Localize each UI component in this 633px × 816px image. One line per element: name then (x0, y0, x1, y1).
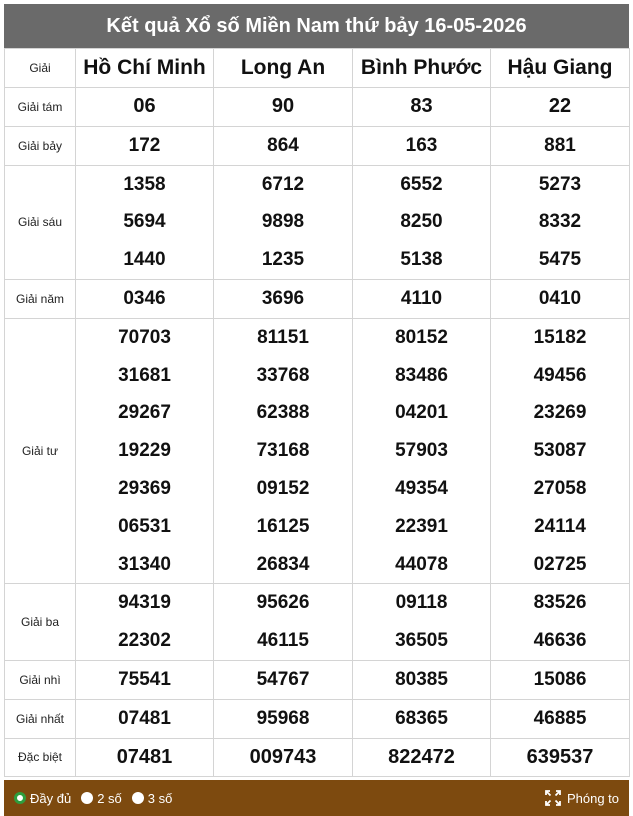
result-cell (76, 699, 214, 738)
result-cell (76, 88, 214, 127)
result-number: 1235 (261, 249, 305, 271)
result-number: 15086 (533, 668, 587, 690)
prize-row-g1 (5, 699, 630, 738)
result-cell (76, 279, 214, 318)
prize-row-g6 (5, 165, 630, 279)
result-number: 68365 (395, 707, 448, 729)
result-number: 0346 (123, 287, 166, 309)
result-number: 06 (133, 95, 156, 117)
result-number: 27058 (533, 477, 587, 499)
result-number: 80385 (395, 668, 448, 690)
result-number: 04201 (395, 402, 448, 424)
option-full[interactable] (14, 791, 71, 806)
result-cell (491, 699, 630, 738)
result-number: 23269 (533, 402, 587, 424)
result-number: 1440 (123, 249, 166, 271)
radio-icon[interactable] (132, 792, 144, 804)
result-cell (76, 126, 214, 165)
page-title: Kết quả Xổ số Miền Nam thứ bảy 16-05-2026 (4, 4, 629, 48)
prize-label: Giải bảy (5, 126, 76, 165)
result-number: 49354 (395, 477, 448, 499)
result-cell (76, 738, 214, 777)
result-number: 31340 (118, 553, 171, 575)
prize-label: Giải nhất (5, 699, 76, 738)
prize-label: Giải ba (5, 584, 76, 661)
result-number: 864 (267, 134, 299, 156)
result-number: 6712 (261, 173, 305, 195)
province-header: Bình Phước (353, 49, 491, 88)
result-number: 44078 (395, 553, 448, 575)
result-number: 6552 (400, 173, 443, 195)
result-cell (353, 584, 491, 661)
result-number: 9898 (261, 211, 305, 233)
result-cell (353, 165, 491, 279)
prize-row-g3 (5, 584, 630, 661)
result-cell (214, 88, 353, 127)
result-number: 0410 (538, 287, 582, 309)
result-number: 8250 (400, 211, 443, 233)
digit-options (14, 791, 176, 806)
prize-label: Giải năm (5, 279, 76, 318)
option-3-digits[interactable] (132, 791, 173, 806)
result-cell (491, 165, 630, 279)
result-number: 4110 (400, 287, 443, 309)
result-number: 09118 (395, 592, 448, 614)
option-label: 3 số (147, 790, 173, 806)
result-number: 15182 (533, 326, 587, 348)
result-number: 53087 (533, 440, 587, 462)
result-cell (353, 318, 491, 584)
result-number: 94319 (118, 592, 171, 614)
result-number: 36505 (395, 630, 448, 652)
result-cell (353, 660, 491, 699)
result-number: 57903 (395, 440, 448, 462)
result-cell (491, 88, 630, 127)
result-number: 54767 (256, 668, 310, 690)
result-number: 46115 (257, 630, 309, 652)
result-number: 5694 (123, 211, 166, 233)
result-cell (76, 584, 214, 661)
result-number: 5273 (538, 173, 582, 195)
result-number: 70703 (118, 326, 171, 348)
result-cell (214, 165, 353, 279)
result-cell (491, 279, 630, 318)
result-number: 639537 (526, 745, 594, 768)
prize-row-g7 (5, 126, 630, 165)
result-cell (214, 318, 353, 584)
result-cell (491, 318, 630, 584)
result-cell (214, 699, 353, 738)
option-label: 2 số (97, 790, 122, 806)
header-row (5, 49, 630, 88)
result-cell (491, 126, 630, 165)
result-number: 5138 (400, 249, 443, 271)
result-number: 24114 (534, 515, 586, 537)
display-options-bar (4, 780, 629, 816)
province-header: Hồ Chí Minh (76, 49, 214, 88)
result-number: 95626 (256, 592, 310, 614)
result-cell (214, 279, 353, 318)
result-number: 33768 (256, 364, 310, 386)
result-cell (214, 738, 353, 777)
option-2-digits[interactable] (81, 791, 122, 806)
result-number: 02725 (533, 553, 587, 575)
result-cell (491, 584, 630, 661)
result-cell (214, 660, 353, 699)
result-number: 22 (548, 95, 572, 117)
prize-row-g4 (5, 318, 630, 584)
expand-icon (545, 790, 561, 806)
result-number: 75541 (118, 668, 171, 690)
result-number: 46636 (533, 630, 587, 652)
zoom-label: Phóng to (566, 790, 619, 806)
radio-selected-icon[interactable] (14, 792, 26, 804)
prize-header: Giải (5, 49, 76, 88)
result-cell (353, 699, 491, 738)
result-cell (76, 165, 214, 279)
result-number: 83486 (395, 364, 448, 386)
result-number: 95968 (256, 707, 310, 729)
result-number: 822472 (388, 745, 455, 768)
result-number: 81151 (257, 326, 309, 348)
results-table (4, 48, 630, 777)
result-number: 46885 (533, 707, 587, 729)
prize-label: Giải sáu (5, 165, 76, 279)
prize-label: Giải nhì (5, 660, 76, 699)
result-cell (214, 584, 353, 661)
result-number: 29267 (118, 402, 171, 424)
result-number: 07481 (118, 707, 171, 729)
result-number: 22391 (395, 515, 448, 537)
result-number: 49456 (533, 364, 587, 386)
prize-label: Giải tư (5, 318, 76, 584)
result-number: 80152 (395, 326, 448, 348)
result-cell (353, 126, 491, 165)
result-number: 881 (544, 134, 576, 156)
result-cell (353, 279, 491, 318)
result-number: 29369 (118, 477, 171, 499)
result-number: 26834 (256, 553, 310, 575)
result-number: 3696 (261, 287, 305, 309)
result-cell (353, 738, 491, 777)
prize-row-special (5, 738, 630, 777)
result-number: 22302 (118, 630, 171, 652)
province-header: Hậu Giang (491, 49, 630, 88)
result-cell (491, 660, 630, 699)
result-number: 73168 (256, 440, 310, 462)
result-number: 16125 (256, 515, 310, 537)
result-number: 83 (410, 95, 433, 117)
zoom-button[interactable] (545, 790, 619, 806)
result-number: 06531 (118, 515, 171, 537)
result-number: 172 (128, 134, 161, 156)
result-number: 19229 (118, 440, 171, 462)
result-number: 83526 (533, 592, 587, 614)
result-number: 1358 (123, 173, 166, 195)
result-number: 009743 (249, 745, 317, 768)
result-number: 8332 (538, 211, 582, 233)
province-header: Long An (214, 49, 353, 88)
prize-row-g8 (5, 88, 630, 127)
result-number: 62388 (256, 402, 310, 424)
result-cell (491, 738, 630, 777)
radio-icon[interactable] (81, 792, 93, 804)
result-number: 163 (405, 134, 438, 156)
result-number: 31681 (118, 364, 171, 386)
result-cell (76, 318, 214, 584)
result-cell (76, 660, 214, 699)
prize-label: Đặc biệt (5, 738, 76, 777)
result-cell (214, 126, 353, 165)
prize-row-g2 (5, 660, 630, 699)
result-number: 09152 (256, 477, 310, 499)
prize-label: Giải tám (5, 88, 76, 127)
result-number: 5475 (538, 249, 582, 271)
result-number: 90 (271, 95, 295, 117)
result-number: 07481 (116, 745, 173, 768)
option-label: Đầy đủ (30, 790, 72, 806)
result-cell (353, 88, 491, 127)
prize-row-g5 (5, 279, 630, 318)
